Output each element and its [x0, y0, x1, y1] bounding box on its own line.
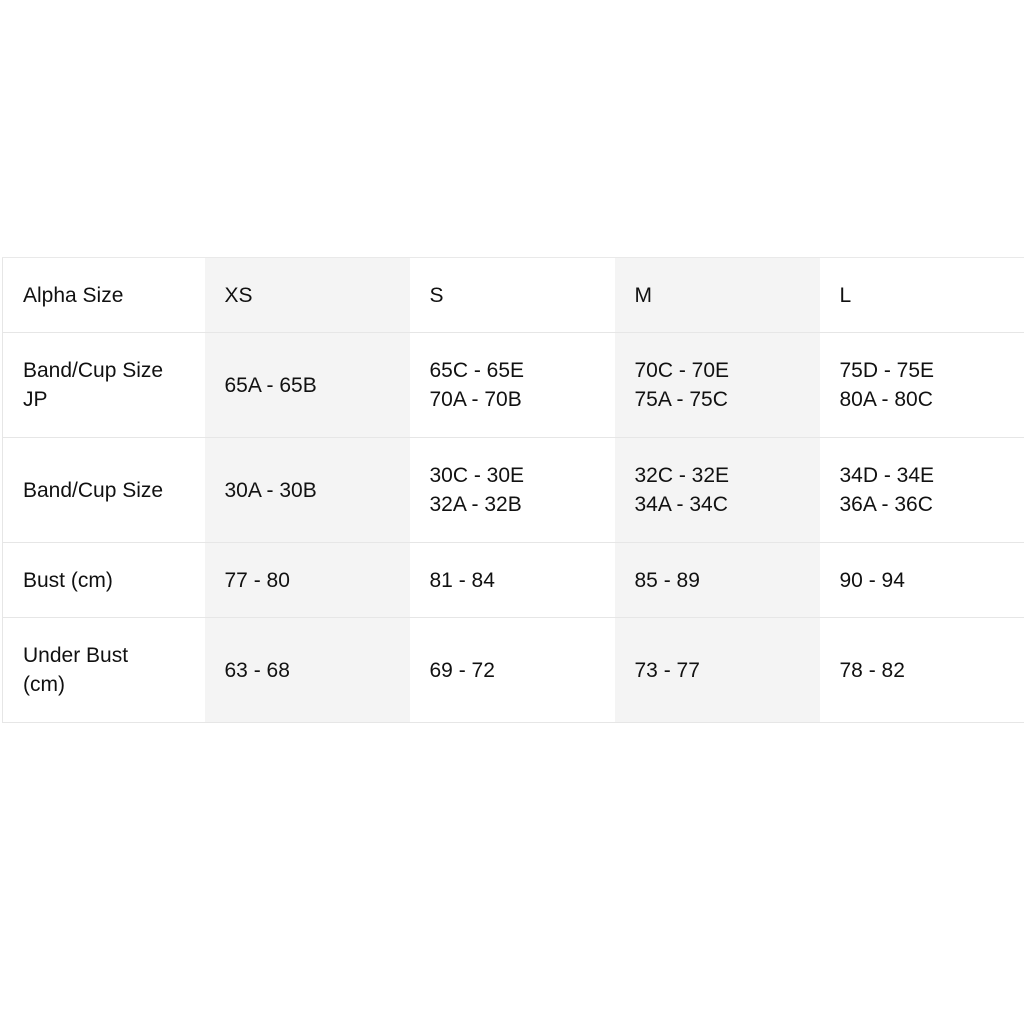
size-header-m: M — [615, 258, 820, 333]
table-row-band-cup-jp — [3, 333, 1024, 438]
table-cell-xs — [205, 543, 410, 618]
cell-value: 90 - 94 — [839, 568, 905, 592]
table-cell-l — [820, 618, 1024, 723]
table-cell-l — [820, 438, 1024, 543]
table-cell-l — [820, 543, 1024, 618]
table-row-bust — [3, 543, 1024, 618]
cell-value: 65C - 65E — [429, 359, 525, 382]
row-label-line: JP — [23, 388, 48, 411]
size-header-xs: XS — [205, 258, 410, 333]
cell-value: 75D - 75E — [839, 359, 935, 382]
table-cell-m — [615, 438, 820, 543]
row-label-bust — [3, 543, 205, 618]
table-cell-m — [615, 618, 820, 723]
row-label-band-cup-jp — [3, 333, 205, 438]
cell-value: 70A - 70B — [429, 388, 522, 411]
table-cell-s — [410, 543, 615, 618]
row-label-under-bust — [3, 618, 205, 723]
table-cell-m — [615, 333, 820, 438]
row-label-line: Bust (cm) — [23, 568, 113, 592]
row-label-line: Band/Cup Size — [23, 359, 164, 382]
cell-value: 30A - 30B — [224, 478, 317, 502]
cell-value: 34A - 34C — [634, 493, 728, 516]
table-row-under-bust — [3, 618, 1024, 723]
cell-value: 85 - 89 — [634, 568, 700, 592]
cell-value: 73 - 77 — [634, 658, 700, 682]
table-cell-m — [615, 543, 820, 618]
row-label-line: Band/Cup Size — [23, 478, 164, 502]
table-cell-s — [410, 438, 615, 543]
cell-value: 69 - 72 — [429, 658, 495, 682]
row-label-band-cup — [3, 438, 205, 543]
table-cell-xs — [205, 618, 410, 723]
row-label-alpha-size: Alpha Size — [3, 258, 205, 333]
table-cell-xs — [205, 333, 410, 438]
table-cell-s — [410, 618, 615, 723]
cell-value: 78 - 82 — [839, 658, 905, 682]
cell-value: 65A - 65B — [224, 373, 317, 397]
table-header-row — [3, 258, 1024, 333]
cell-value: 70C - 70E — [634, 359, 730, 382]
cell-value: 63 - 68 — [224, 658, 290, 682]
cell-value: 81 - 84 — [429, 568, 495, 592]
cell-value: 77 - 80 — [224, 568, 290, 592]
table-row-band-cup — [3, 438, 1024, 543]
row-label-line: Under Bust — [23, 644, 129, 667]
size-header-l: L — [820, 258, 1024, 333]
cell-value: 75A - 75C — [634, 388, 728, 411]
table-cell-xs — [205, 438, 410, 543]
cell-value: 80A - 80C — [839, 388, 933, 411]
cell-value: 30C - 30E — [429, 464, 525, 487]
table-cell-s — [410, 333, 615, 438]
size-header-s: S — [410, 258, 615, 333]
table-cell-l — [820, 333, 1024, 438]
row-label-line: (cm) — [23, 673, 65, 696]
cell-value: 32A - 32B — [429, 493, 522, 516]
cell-value: 32C - 32E — [634, 464, 730, 487]
cell-value: 36A - 36C — [839, 493, 933, 516]
size-chart-table — [2, 257, 1024, 723]
cell-value: 34D - 34E — [839, 464, 935, 487]
